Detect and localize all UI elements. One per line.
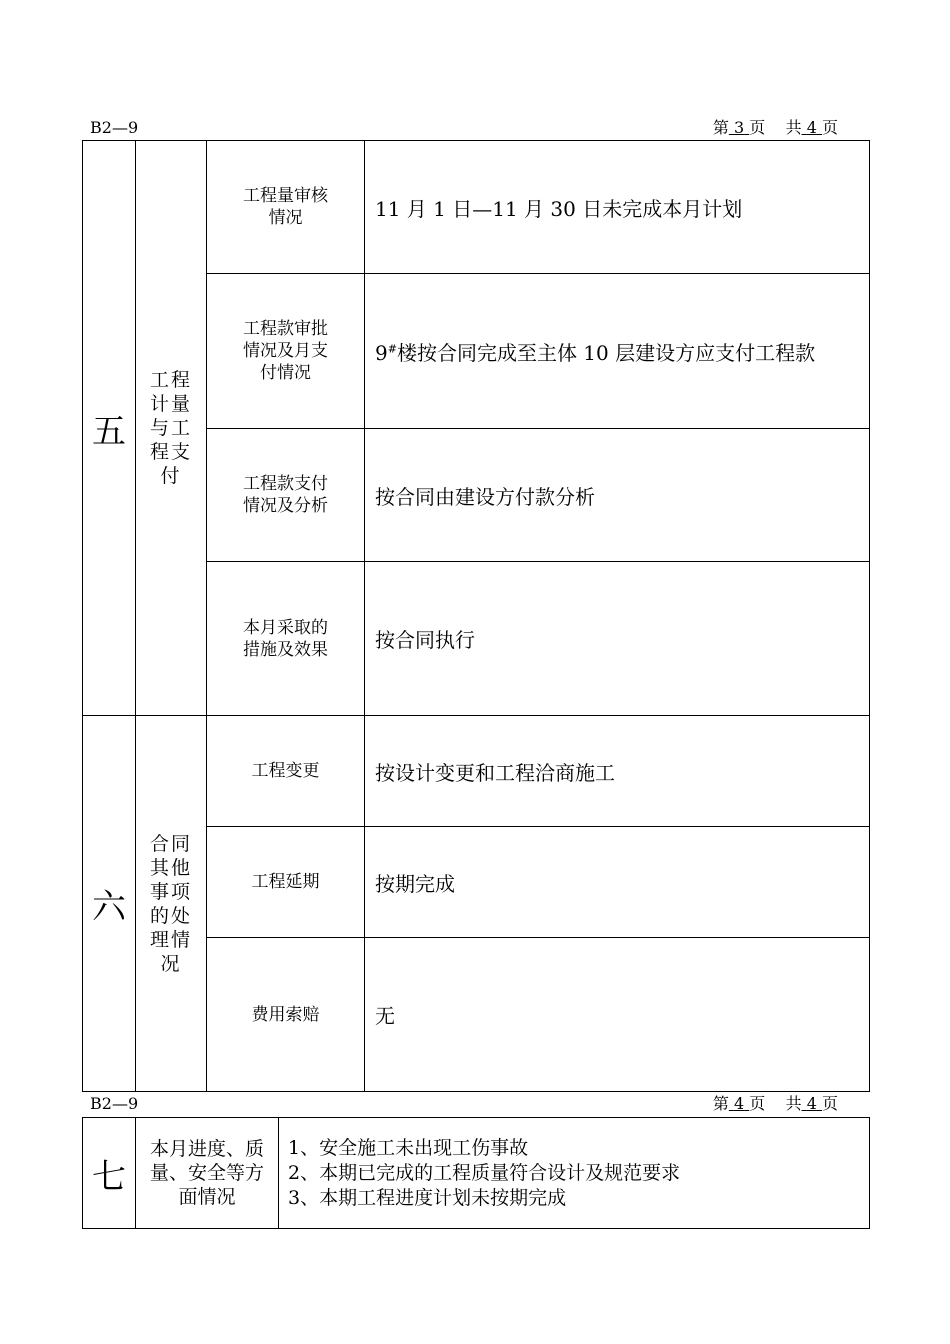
- total-pages: 4: [806, 1094, 817, 1113]
- page-header-3: [90, 118, 838, 138]
- row-value: 无: [365, 938, 870, 1092]
- row-value: 按期完成: [365, 827, 870, 938]
- row-label: 工程款审批情况及月支付情况: [207, 274, 365, 429]
- list-item: 1、安全施工未出现工伤事故: [288, 1136, 529, 1159]
- row-label: 工程量审核情况: [207, 141, 365, 274]
- row-label: 本月采取的措施及效果: [207, 562, 365, 716]
- row-label: 工程款支付情况及分析: [207, 429, 365, 562]
- total-pages: 4: [806, 118, 817, 137]
- page-indicator: 第 4 页 共 4 页: [712, 1094, 838, 1113]
- page-number: 3: [733, 118, 745, 137]
- row-value: 按合同执行: [365, 562, 870, 716]
- section-number-5: 五: [83, 141, 136, 716]
- report-table-section7: [82, 1117, 870, 1229]
- row-label: 工程变更: [207, 716, 365, 827]
- row-label: 费用索赔: [207, 938, 365, 1092]
- page-indicator: 第 3 页 共 4 页: [712, 118, 838, 137]
- section-number-6: 六: [83, 716, 136, 1092]
- row-value: 11 月 1 日—11 月 30 日未完成本月计划: [365, 141, 870, 274]
- section-category-6: 合同其他事项的处理情况: [136, 716, 207, 1092]
- row-value: 9#楼按合同完成至主体 10 层建设方应支付工程款: [365, 274, 870, 429]
- section-category-7: 本月进度、质量、安全等方面情况: [136, 1118, 279, 1229]
- form-code: B2—9: [90, 1094, 139, 1113]
- section-category-5: 工程计量与工程支付: [136, 141, 207, 716]
- list-item: 3、本期工程进度计划未按期完成: [288, 1186, 567, 1209]
- form-code: B2—9: [90, 118, 139, 137]
- page-number: 4: [733, 1094, 745, 1113]
- row-value: 按设计变更和工程洽商施工: [365, 716, 870, 827]
- row-label: 工程延期: [207, 827, 365, 938]
- report-table-main: [82, 140, 870, 1092]
- list-item: 2、本期已完成的工程质量符合设计及规范要求: [288, 1161, 681, 1184]
- section7-items: [279, 1118, 870, 1229]
- row-value: 按合同由建设方付款分析: [365, 429, 870, 562]
- page-header-4: [90, 1094, 838, 1114]
- section-number-7: 七: [83, 1118, 136, 1229]
